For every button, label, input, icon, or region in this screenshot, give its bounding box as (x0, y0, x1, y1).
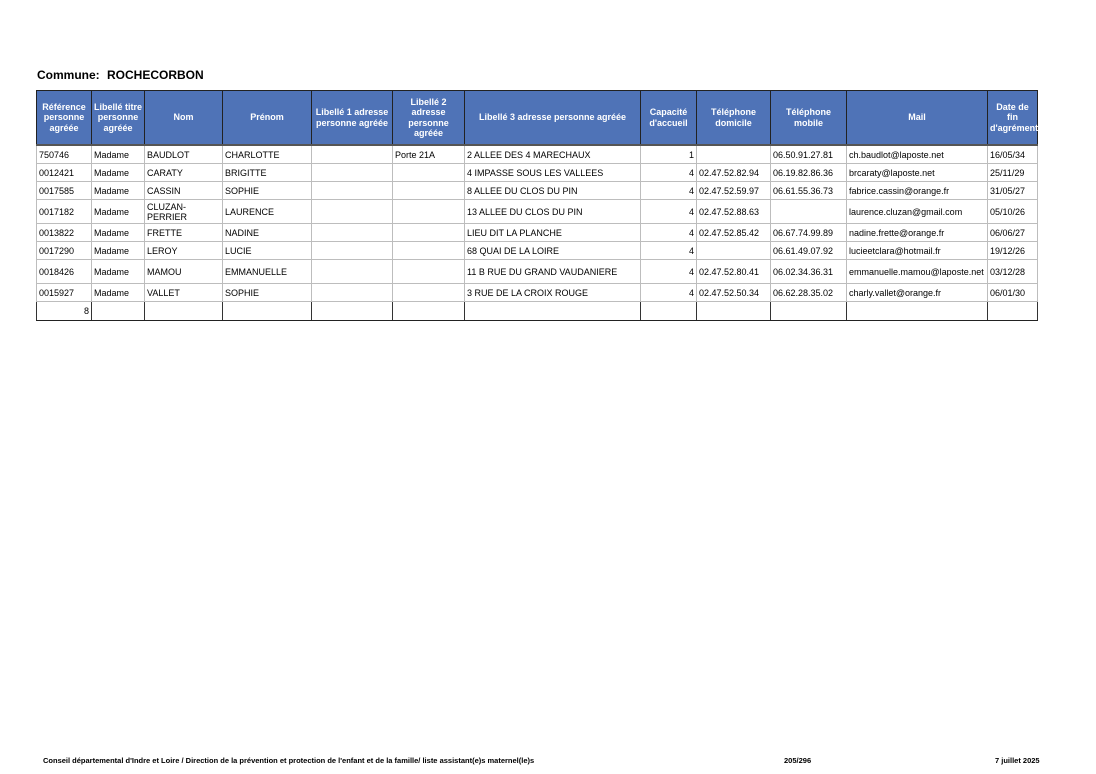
cell-mail: charly.vallet@orange.fr (847, 284, 988, 302)
total-empty-cell (465, 302, 641, 321)
cell-titre: Madame (92, 242, 145, 260)
cell-adresse-1 (312, 260, 393, 284)
cell-nom: FRETTE (145, 224, 223, 242)
table-row (37, 242, 1038, 260)
commune-heading (37, 68, 204, 82)
cell-tel-domicile: 02.47.52.88.63 (697, 200, 771, 224)
commune-label: Commune: (37, 68, 100, 82)
total-empty-cell (771, 302, 847, 321)
table-row (37, 260, 1038, 284)
table-row (37, 164, 1038, 182)
cell-titre: Madame (92, 284, 145, 302)
cell-titre: Madame (92, 145, 145, 164)
cell-tel-mobile: 06.67.74.99.89 (771, 224, 847, 242)
table-header-row (37, 91, 1038, 146)
cell-capacite: 4 (641, 260, 697, 284)
footer-page-number: 205/296 (784, 756, 812, 765)
cell-date-fin: 31/05/27 (988, 182, 1038, 200)
cell-capacite: 1 (641, 145, 697, 164)
cell-prenom: BRIGITTE (223, 164, 312, 182)
col-header-titre: Libellé titre personne agréée (92, 91, 145, 146)
cell-reference: 0013822 (37, 224, 92, 242)
table-row (37, 284, 1038, 302)
table-total-row (37, 302, 1038, 321)
cell-nom: CARATY (145, 164, 223, 182)
col-header-tel-mobile: Téléphone mobile (771, 91, 847, 146)
col-header-nom: Nom (145, 91, 223, 146)
cell-titre: Madame (92, 260, 145, 284)
total-empty-cell (988, 302, 1038, 321)
cell-adresse-2 (393, 242, 465, 260)
cell-adresse-3: 4 IMPASSE SOUS LES VALLEES (465, 164, 641, 182)
cell-prenom: SOPHIE (223, 182, 312, 200)
cell-adresse-1 (312, 145, 393, 164)
cell-mail: lucieetclara@hotmail.fr (847, 242, 988, 260)
cell-adresse-1 (312, 164, 393, 182)
cell-capacite: 4 (641, 164, 697, 182)
total-empty-cell (393, 302, 465, 321)
col-header-capacite: Capacité d'accueil (641, 91, 697, 146)
footer-organization: Conseil départemental d'Indre et Loire / Direction de la prévention et protection de l'enfant et de la famille/ liste assistant(e)s maternel(le)s (43, 756, 535, 765)
total-empty-cell (145, 302, 223, 321)
cell-titre: Madame (92, 200, 145, 224)
cell-date-fin: 05/10/26 (988, 200, 1038, 224)
cell-titre: Madame (92, 224, 145, 242)
cell-adresse-2 (393, 200, 465, 224)
cell-prenom: LUCIE (223, 242, 312, 260)
cell-nom: VALLET (145, 284, 223, 302)
total-empty-cell (223, 302, 312, 321)
cell-adresse-2 (393, 260, 465, 284)
cell-prenom: EMMANUELLE (223, 260, 312, 284)
col-header-prenom: Prénom (223, 91, 312, 146)
cell-adresse-2 (393, 284, 465, 302)
cell-tel-domicile: 02.47.52.85.42 (697, 224, 771, 242)
col-header-reference: Référence personne agréée (37, 91, 92, 146)
cell-tel-domicile (697, 145, 771, 164)
cell-tel-domicile: 02.47.52.59.97 (697, 182, 771, 200)
cell-adresse-2 (393, 182, 465, 200)
cell-nom: CLUZAN-PERRIER (145, 200, 223, 224)
cell-adresse-2 (393, 164, 465, 182)
cell-nom: CASSIN (145, 182, 223, 200)
table-row (37, 224, 1038, 242)
cell-reference: 0012421 (37, 164, 92, 182)
cell-capacite: 4 (641, 224, 697, 242)
cell-reference: 0017290 (37, 242, 92, 260)
cell-tel-mobile (771, 200, 847, 224)
cell-adresse-3: 8 ALLEE DU CLOS DU PIN (465, 182, 641, 200)
cell-adresse-1 (312, 242, 393, 260)
cell-adresse-1 (312, 224, 393, 242)
cell-adresse-3: LIEU DIT LA PLANCHE (465, 224, 641, 242)
cell-tel-domicile (697, 242, 771, 260)
col-header-adresse-3: Libellé 3 adresse personne agréée (465, 91, 641, 146)
cell-nom: BAUDLOT (145, 145, 223, 164)
cell-date-fin: 06/01/30 (988, 284, 1038, 302)
cell-date-fin: 03/12/28 (988, 260, 1038, 284)
cell-capacite: 4 (641, 242, 697, 260)
cell-adresse-3: 13 ALLEE DU CLOS DU PIN (465, 200, 641, 224)
cell-adresse-3: 3 RUE DE LA CROIX ROUGE (465, 284, 641, 302)
cell-nom: LEROY (145, 242, 223, 260)
cell-tel-mobile: 06.50.91.27.81 (771, 145, 847, 164)
cell-adresse-2: Porte 21A (393, 145, 465, 164)
cell-mail: emmanuelle.mamou@laposte.net (847, 260, 988, 284)
cell-capacite: 4 (641, 200, 697, 224)
cell-mail: nadine.frette@orange.fr (847, 224, 988, 242)
cell-adresse-3: 2 ALLEE DES 4 MARECHAUX (465, 145, 641, 164)
cell-reference: 750746 (37, 145, 92, 164)
cell-mail: fabrice.cassin@orange.fr (847, 182, 988, 200)
cell-capacite: 4 (641, 284, 697, 302)
col-header-tel-domicile: Téléphone domicile (697, 91, 771, 146)
total-empty-cell (697, 302, 771, 321)
cell-date-fin: 25/11/29 (988, 164, 1038, 182)
table-row (37, 200, 1038, 224)
table-row (37, 182, 1038, 200)
cell-reference: 0015927 (37, 284, 92, 302)
cell-mail: laurence.cluzan@gmail.com (847, 200, 988, 224)
cell-adresse-3: 68 QUAI DE LA LOIRE (465, 242, 641, 260)
cell-prenom: SOPHIE (223, 284, 312, 302)
table-row (37, 145, 1038, 164)
footer-date: 7 juillet 2025 (995, 756, 1040, 765)
cell-tel-mobile: 06.61.49.07.92 (771, 242, 847, 260)
cell-reference: 0017182 (37, 200, 92, 224)
cell-tel-mobile: 06.19.82.86.36 (771, 164, 847, 182)
cell-adresse-1 (312, 284, 393, 302)
cell-adresse-2 (393, 224, 465, 242)
cell-adresse-1 (312, 182, 393, 200)
cell-date-fin: 06/06/27 (988, 224, 1038, 242)
assistants-table (36, 90, 1038, 321)
cell-titre: Madame (92, 164, 145, 182)
col-header-mail: Mail (847, 91, 988, 146)
total-count: 8 (37, 302, 92, 321)
cell-mail: brcaraty@laposte.net (847, 164, 988, 182)
cell-prenom: CHARLOTTE (223, 145, 312, 164)
cell-mail: ch.baudlot@laposte.net (847, 145, 988, 164)
cell-nom: MAMOU (145, 260, 223, 284)
cell-adresse-1 (312, 200, 393, 224)
total-empty-cell (847, 302, 988, 321)
col-header-adresse-2: Libellé 2 adresse personne agréée (393, 91, 465, 146)
cell-capacite: 4 (641, 182, 697, 200)
col-header-date-fin: Date de fin d'agrément (988, 91, 1038, 146)
cell-date-fin: 19/12/26 (988, 242, 1038, 260)
cell-tel-mobile: 06.62.28.35.02 (771, 284, 847, 302)
cell-prenom: LAURENCE (223, 200, 312, 224)
total-empty-cell (641, 302, 697, 321)
cell-date-fin: 16/05/34 (988, 145, 1038, 164)
cell-titre: Madame (92, 182, 145, 200)
cell-tel-mobile: 06.61.55.36.73 (771, 182, 847, 200)
cell-reference: 0017585 (37, 182, 92, 200)
cell-tel-domicile: 02.47.52.50.34 (697, 284, 771, 302)
cell-tel-domicile: 02.47.52.82.94 (697, 164, 771, 182)
cell-tel-domicile: 02.47.52.80.41 (697, 260, 771, 284)
cell-prenom: NADINE (223, 224, 312, 242)
total-empty-cell (312, 302, 393, 321)
cell-tel-mobile: 06.02.34.36.31 (771, 260, 847, 284)
cell-adresse-3: 11 B RUE DU GRAND VAUDANIERE (465, 260, 641, 284)
cell-reference: 0018426 (37, 260, 92, 284)
col-header-adresse-1: Libellé 1 adresse personne agréée (312, 91, 393, 146)
total-empty-cell (92, 302, 145, 321)
commune-name: ROCHECORBON (107, 68, 204, 82)
